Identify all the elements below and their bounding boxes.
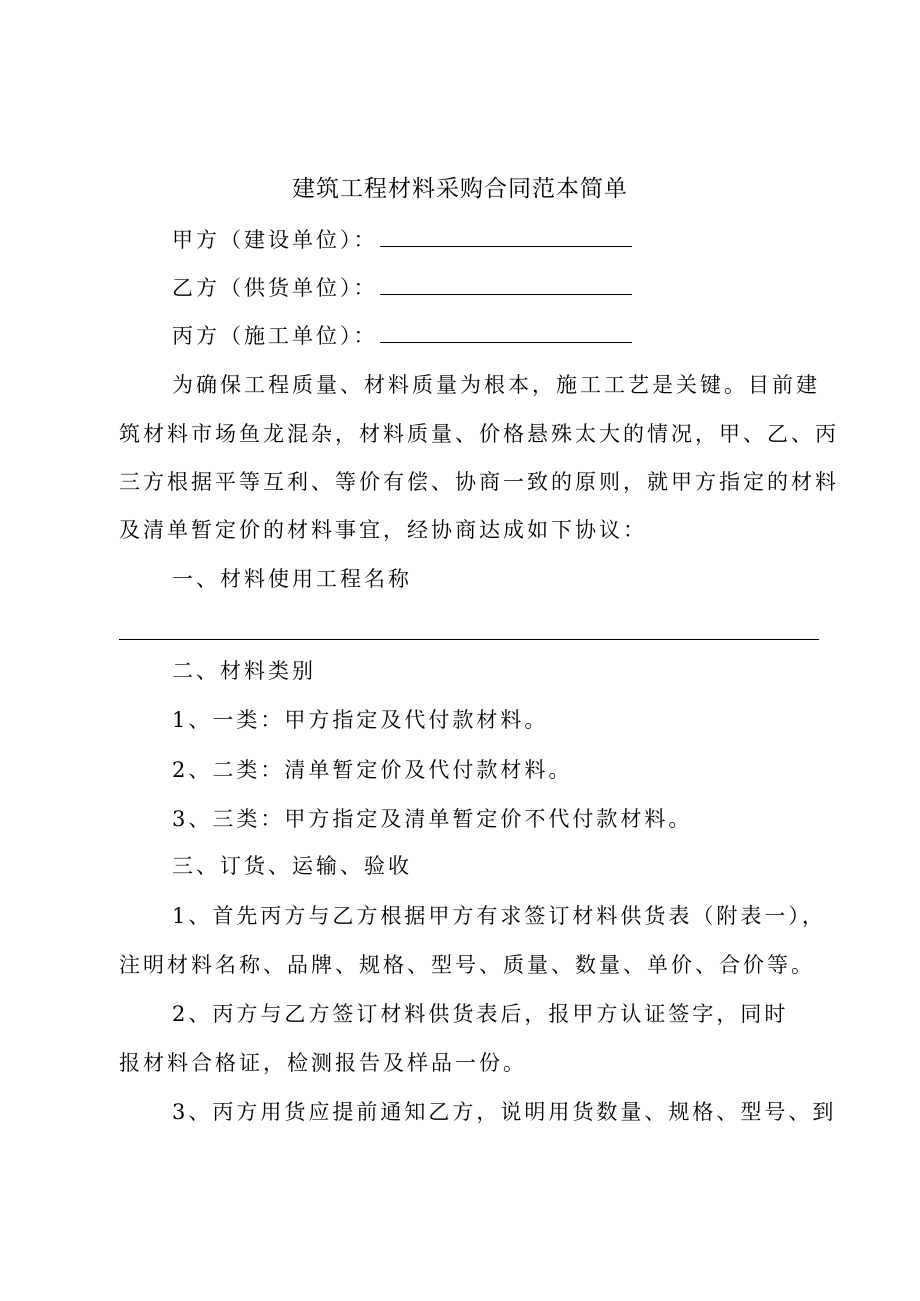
section-3-line: 2、丙方与乙方签订材料供货表后，报甲方认证签字，同时	[172, 1002, 789, 1026]
party-b-row	[172, 274, 632, 302]
section-3-heading: 三、订货、运输、验收	[172, 854, 412, 878]
intro-paragraph-line: 筑材料市场鱼龙混杂，材料质量、价格悬殊太大的情况，甲、乙、丙	[119, 422, 839, 446]
party-a-row	[172, 226, 632, 254]
party-b-blank-field[interactable]	[380, 274, 632, 295]
intro-paragraph-line: 为确保工程质量、材料质量为根本，施工工艺是关键。目前建	[172, 373, 820, 397]
section-2-heading: 二、材料类别	[172, 659, 316, 683]
section-3-line: 报材料合格证，检测报告及样品一份。	[119, 1051, 527, 1075]
section-2-item: 2、二类：清单暂定价及代付款材料。	[172, 758, 573, 782]
section-2-item: 1、一类：甲方指定及代付款材料。	[172, 708, 549, 732]
intro-paragraph-line: 及清单暂定价的材料事宜，经协商达成如下协议：	[119, 518, 647, 542]
party-c-label: 丙方（施工单位）：	[172, 324, 378, 348]
project-name-fill-line[interactable]	[119, 639, 819, 640]
section-3-line: 注明材料名称、品牌、规格、型号、质量、数量、单价、合价等。	[119, 953, 815, 977]
section-3-line: 1、首先丙方与乙方根据甲方有求签订材料供货表（附表一），	[172, 904, 826, 928]
section-3-line: 3、丙方用货应提前通知乙方，说明用货数量、规格、型号、到	[172, 1100, 837, 1124]
party-b-label: 乙方（供货单位）：	[172, 276, 378, 300]
party-a-label: 甲方（建设单位）：	[172, 228, 378, 252]
party-a-blank-field[interactable]	[380, 226, 632, 247]
document-title: 建筑工程材料采购合同范本简单	[292, 176, 628, 202]
section-1-heading: 一、材料使用工程名称	[172, 567, 412, 591]
party-c-row	[172, 322, 632, 350]
party-c-blank-field[interactable]	[380, 322, 632, 343]
intro-paragraph-line: 三方根据平等互利、等价有偿、协商一致的原则，就甲方指定的材料	[119, 470, 839, 494]
section-2-item: 3、三类：甲方指定及清单暂定价不代付款材料。	[172, 807, 693, 831]
